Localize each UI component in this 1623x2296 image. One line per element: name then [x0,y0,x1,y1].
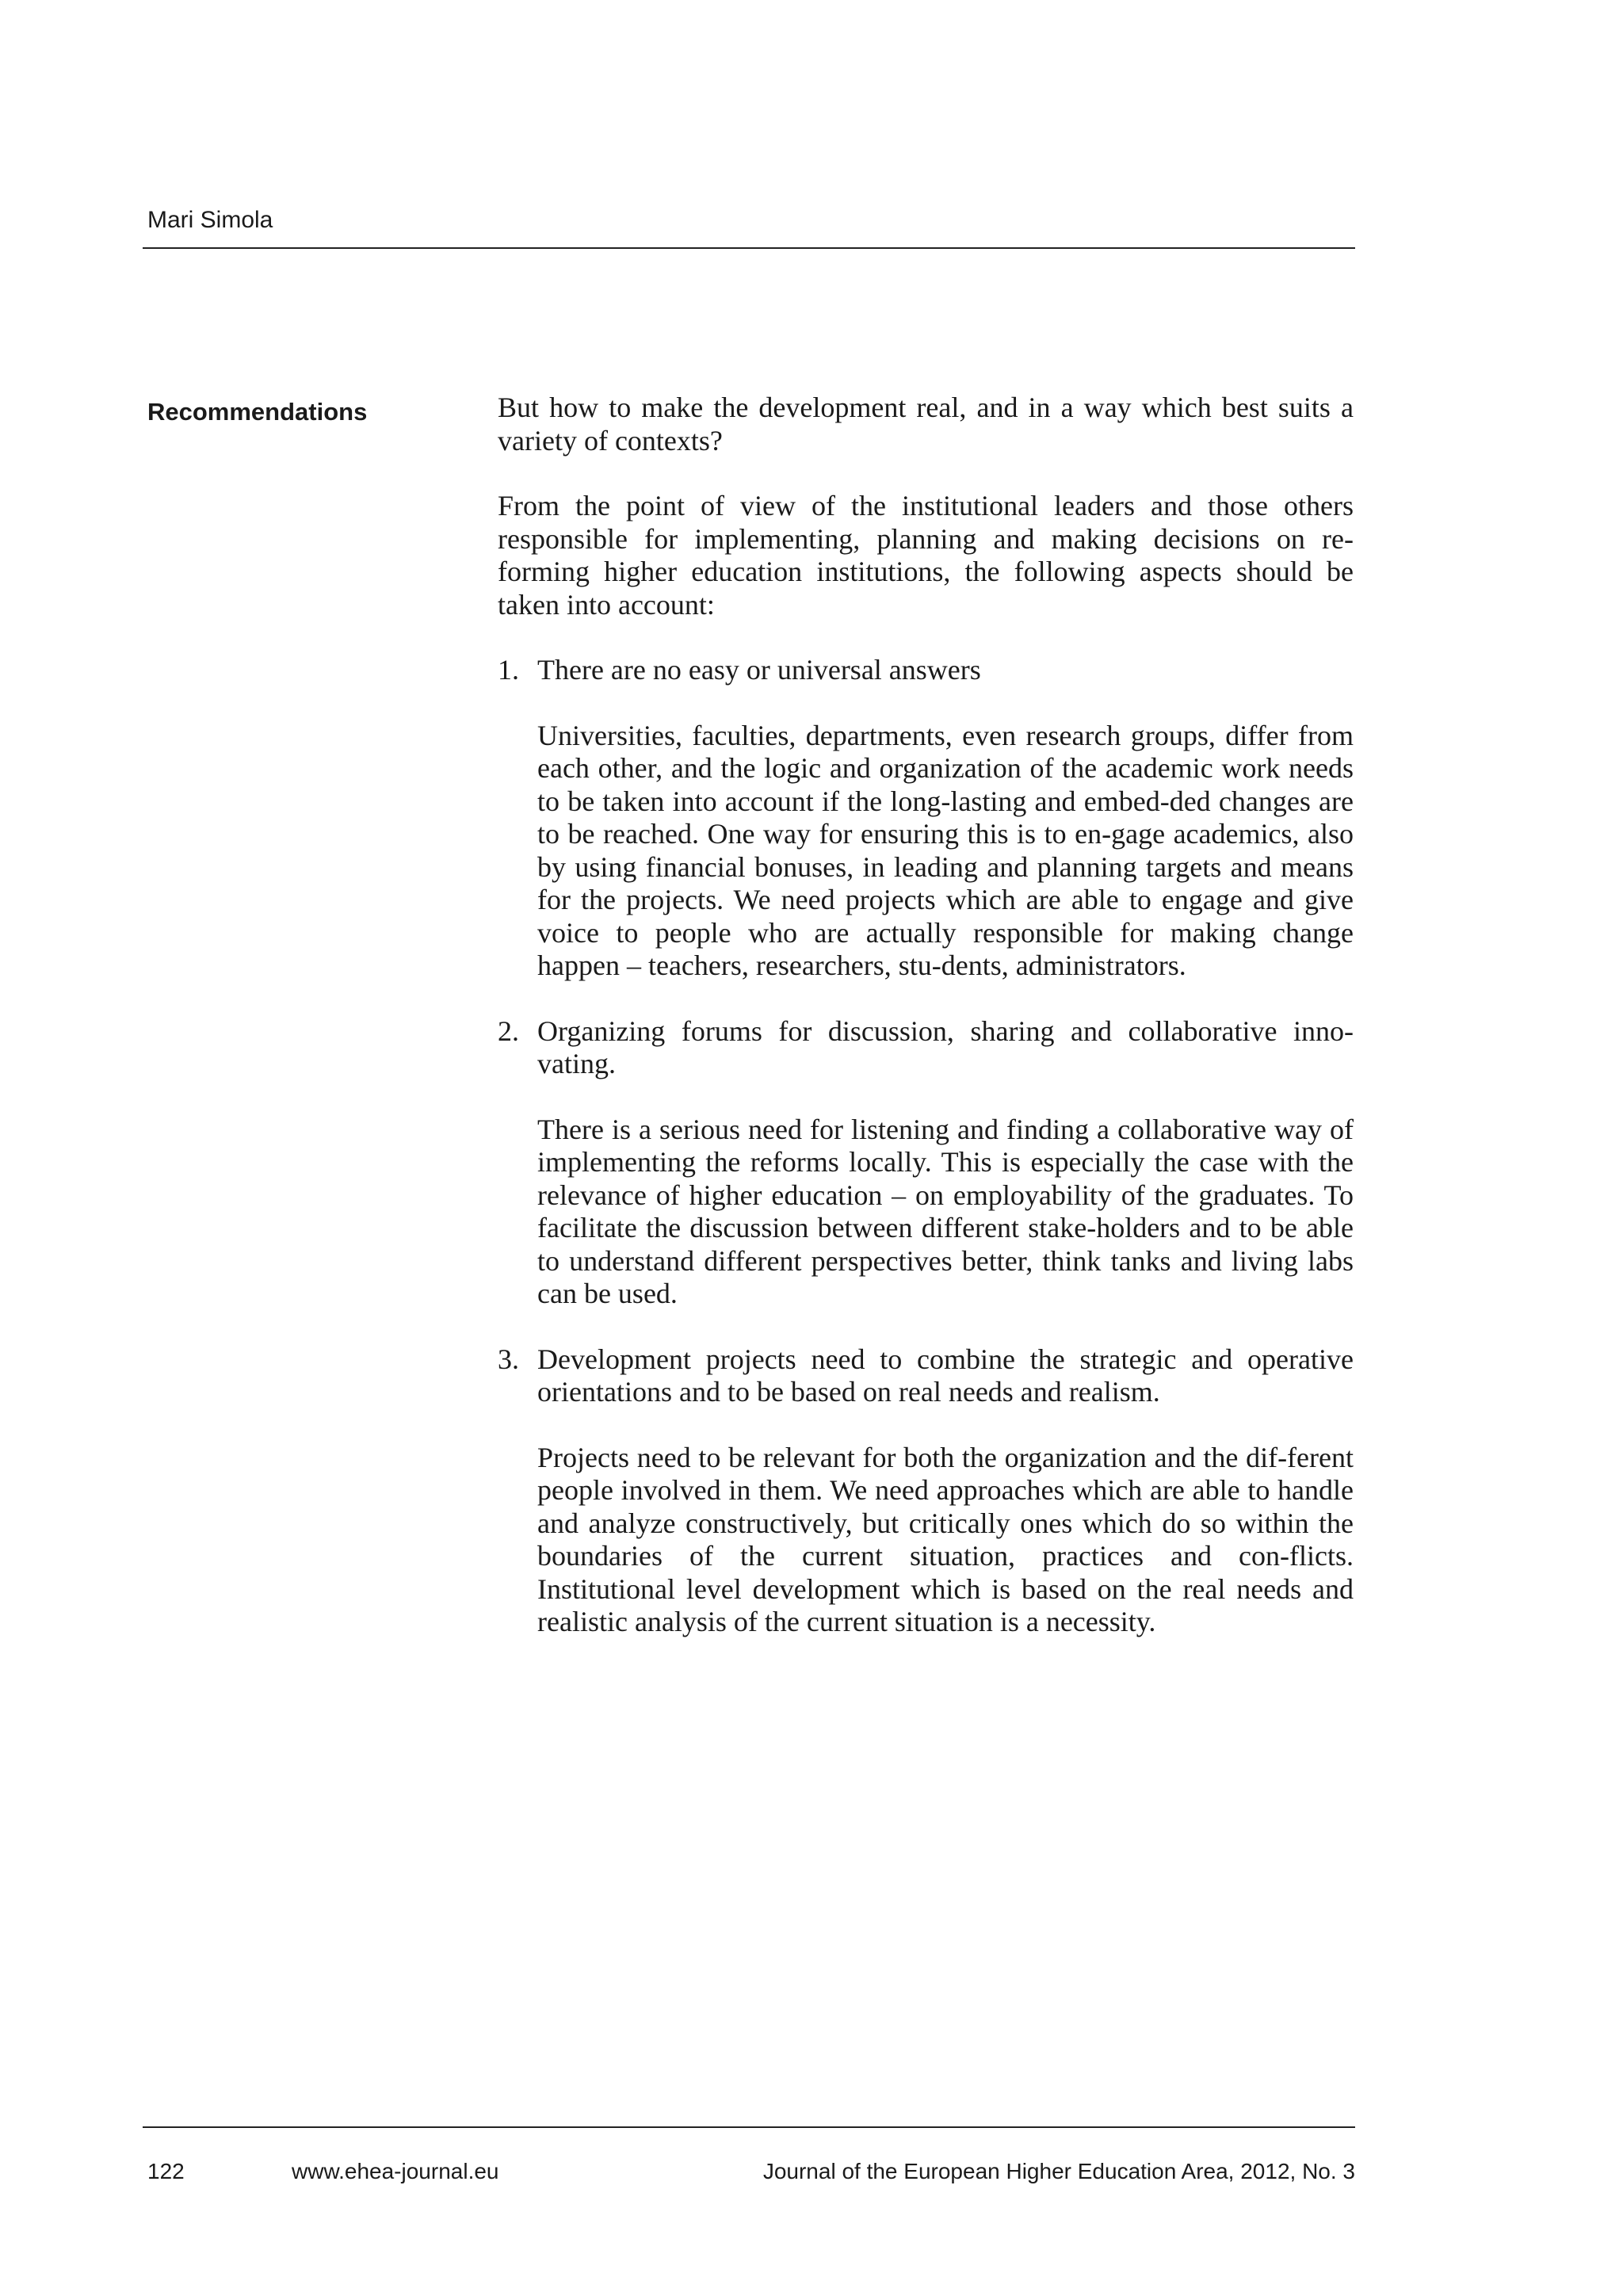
list-item-body-1: Universities, faculties, departments, even research groups, differ from each other, and the logic and organization of the academic work needs to be taken into account if the long-lasting and embed-ded changes are to be reached. One way for ensuring this is to en-gage academics, also by using financial bonuses, in leading and planning targets and means for the projects. We need projects which are able to engage and give voice to people who are actually responsible for making change happen – teachers, researchers, stu-dents, administrators. [537,719,1354,981]
list-item-title-1: There are no easy or universal answers [537,654,981,686]
list-number-2: 2. [498,1014,519,1047]
list-item-2 [498,1015,1354,1311]
list-number-1: 1. [498,654,519,686]
section-heading: Recommendations [147,398,368,426]
running-header-author: Mari Simola [147,207,273,233]
intro-paragraph-2: From the point of view of the institutional leaders and those others responsible for implementing, planning and making decisions on re-forming higher education institutions, the following aspects should be taken into account: [498,490,1354,621]
list-item-3 [498,1343,1354,1639]
main-text-column [498,392,1354,1671]
header-rule [143,247,1355,249]
page-number: 122 [147,2159,185,2183]
footer-journal-citation: Journal of the European Higher Education Area, 2012, No. 3 [762,2159,1355,2183]
list-item-title-3: Development projects need to combine the strategic and operative orientations and to be based on real needs and realism. [537,1343,1354,1408]
list-item-1 [498,654,1354,983]
list-item-body-3: Projects need to be relevant for both the organization and the dif-ferent people involved in them. We need approaches which are able to handle and analyze constructively, but critically ones which do so within the boundaries of the current situation, practices and con-flicts. Institutional level development which is based on the real needs and realistic analysis of the current situation is a necessity. [537,1441,1354,1637]
footer-rule [143,2126,1355,2128]
footer-url: www.ehea-journal.eu [292,2159,499,2183]
list-number-3: 3. [498,1343,519,1375]
intro-paragraph-1: But how to make the development real, and in a way which best suits a variety of contexts? [498,392,1354,457]
list-item-body-2: There is a serious need for listening and finding a collaborative way of implementing the reforms locally. This is especially the case with the relevance of higher education – on employability of the graduates. To facilitate the discussion between different stake-holders and to be able to understand different perspectives better, think tanks and living labs can be used. [537,1113,1354,1309]
list-item-title-2: Organizing forums for discussion, sharing and collaborative inno-vating. [537,1014,1354,1079]
